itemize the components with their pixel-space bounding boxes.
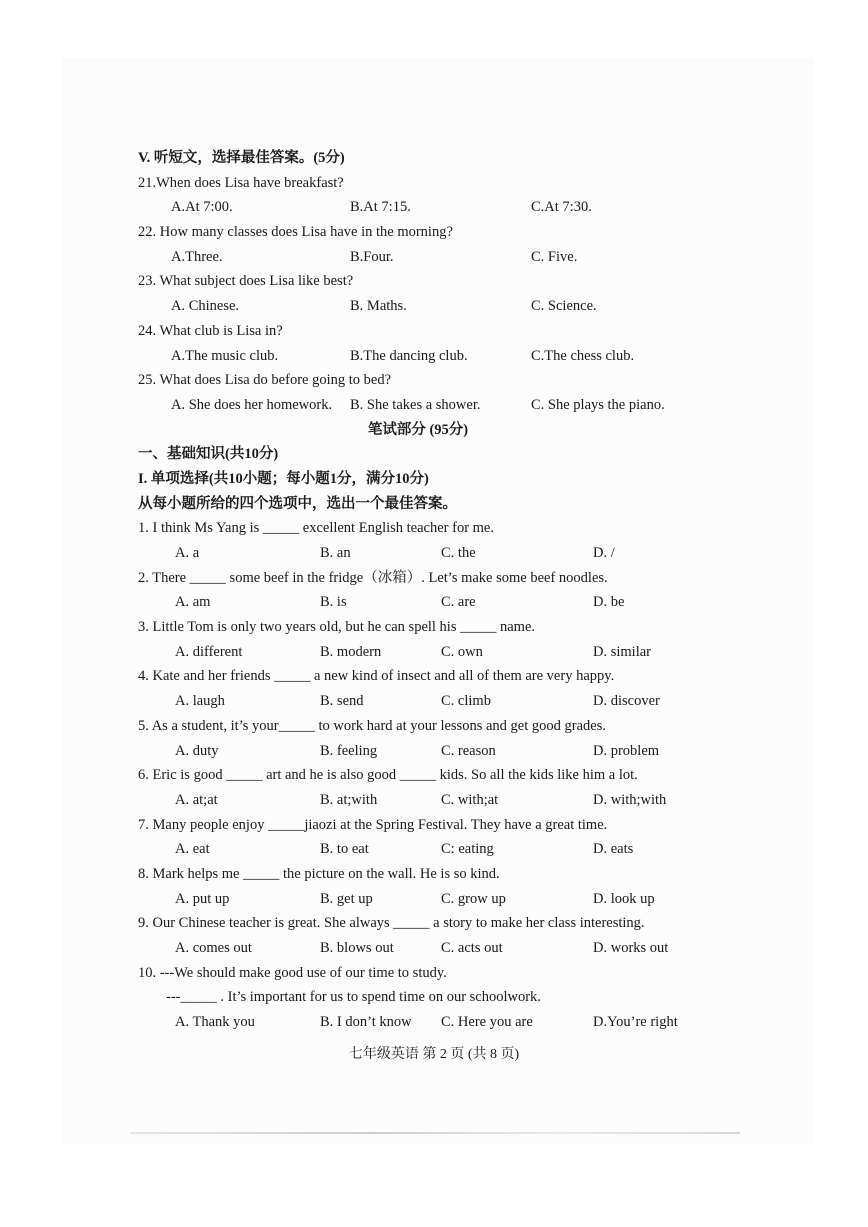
mc-question	[138, 664, 698, 713]
mc-question	[138, 763, 698, 812]
option-a: A. eat	[175, 841, 210, 858]
option-b: B. get up	[320, 890, 373, 907]
option-d: D. discover	[593, 693, 660, 710]
option-d: D. works out	[593, 940, 669, 956]
option-b: B. is	[320, 594, 347, 611]
option-c: C. Five.	[531, 248, 578, 265]
scan-artifact	[130, 1132, 740, 1134]
option-d: D.You’re right	[593, 1014, 678, 1031]
question-text: 24. What club is Lisa in?	[138, 322, 283, 339]
option-b: B.At 7:15.	[350, 199, 411, 216]
option-c: C. the	[441, 545, 476, 561]
question-text: 9. Our Chinese teacher is great. She always _____ a story to make her class interesting.	[138, 915, 645, 932]
option-a: A.Three.	[171, 248, 223, 265]
listening-question	[138, 368, 698, 417]
option-d: D. /	[593, 545, 615, 561]
mc-question	[138, 615, 698, 664]
question-text: 3. Little Tom is only two years old, but he can spell his _____ name.	[138, 619, 536, 636]
listening-question	[138, 220, 698, 269]
question-text: 5. As a student, it’s your_____ to work hard at your lessons and get good grades.	[138, 717, 606, 734]
option-c: C. reason	[441, 742, 496, 759]
question-text: 7. Many people enjoy _____jiaozi at the Spring Festival. They have a great time.	[138, 816, 608, 833]
option-c: C.The chess club.	[531, 347, 635, 364]
option-a: A. comes out	[175, 940, 252, 956]
option-c: C. acts out	[441, 940, 503, 956]
mc-question	[138, 862, 698, 911]
option-a: A. duty	[175, 742, 219, 759]
option-a: A. at;at	[175, 791, 218, 808]
part-heading: I. 单项选择(共10小题；每小题1分，满分10分)	[138, 470, 429, 487]
option-a: A.The music club.	[171, 347, 279, 364]
option-d: D. similar	[593, 643, 651, 660]
option-b: B. modern	[320, 643, 382, 660]
option-c: C. grow up	[441, 890, 506, 907]
option-c: C: eating	[441, 841, 494, 858]
listening-question	[138, 269, 698, 318]
option-d: D. with;with	[593, 791, 667, 808]
option-c: C. are	[441, 594, 476, 611]
option-d: D. look up	[593, 890, 655, 907]
option-c: C. She plays the piano.	[531, 396, 665, 413]
option-c: C. with;at	[441, 791, 499, 808]
option-b: B. Maths.	[350, 298, 407, 315]
question-text: 10. ---We should make good use of our time to study.	[138, 964, 447, 981]
page-footer: 七年级英语 第 2 页 (共 8 页)	[348, 1047, 520, 1062]
question-text: 6. Eric is good _____ art and he is also good _____ kids. So all the kids like him a lot.	[138, 767, 638, 784]
option-c: C. Here you are	[441, 1014, 533, 1031]
option-c: C.At 7:30.	[531, 199, 592, 216]
option-b: B. I don’t know	[320, 1014, 412, 1031]
mc-question	[138, 813, 698, 862]
question-text: 4. Kate and her friends _____ a new kind of insect and all of them are very happy.	[138, 668, 615, 685]
option-c: C. Science.	[531, 298, 597, 315]
option-d: D. be	[593, 594, 625, 611]
question-text: 23. What subject does Lisa like best?	[138, 273, 354, 290]
mc-question	[138, 566, 698, 615]
written-title: 笔试部分 (95分)	[367, 421, 469, 438]
option-a: A. am	[175, 594, 211, 611]
option-d: D. problem	[593, 742, 660, 759]
option-a: A. put up	[175, 890, 230, 907]
instruction: 从每小题所给的四个选项中，选出一个最佳答案。	[138, 495, 457, 512]
option-a: A. She does her homework.	[171, 396, 333, 413]
question-text: 22. How many classes does Lisa have in the morning?	[138, 224, 453, 241]
option-c: C. own	[441, 643, 483, 660]
question-reply: ---_____ . It’s important for us to spend time on our schoolwork.	[166, 989, 541, 1006]
option-b: B. feeling	[320, 742, 378, 759]
option-b: B. blows out	[320, 940, 394, 956]
option-a: A.At 7:00.	[171, 199, 233, 216]
option-a: A. a	[175, 545, 200, 561]
mc-question	[138, 516, 698, 565]
option-b: B.Four.	[350, 248, 394, 265]
mc-question	[138, 961, 698, 1035]
question-text: 8. Mark helps me _____ the picture on the wall. He is so kind.	[138, 865, 500, 882]
option-c: C. climb	[441, 693, 491, 710]
option-a: A. Chinese.	[171, 298, 240, 315]
question-text: 1. I think Ms Yang is _____ excellent English teacher for me.	[138, 520, 494, 537]
option-b: B. an	[320, 545, 351, 561]
option-b: B.The dancing club.	[350, 347, 468, 364]
mc-question	[138, 714, 698, 763]
option-d: D. eats	[593, 841, 634, 858]
option-b: B. to eat	[320, 841, 369, 858]
question-text: 21.When does Lisa have breakfast?	[138, 174, 344, 191]
mc-question	[138, 911, 698, 960]
option-b: B. at;with	[320, 791, 378, 808]
option-b: B. She takes a shower.	[350, 396, 481, 413]
option-a: A. laugh	[175, 693, 225, 710]
listening-question	[138, 319, 698, 368]
listening-heading: V. 听短文，选择最佳答案。(5分)	[138, 150, 345, 166]
exam-content	[138, 146, 698, 1035]
question-text: 25. What does Lisa do before going to bed?	[138, 372, 392, 389]
option-a: A. different	[175, 643, 243, 660]
section-heading: 一、基础知识(共10分)	[138, 446, 279, 463]
option-a: A. Thank you	[175, 1014, 255, 1031]
question-text: 2. There _____ some beef in the fridge（冰箱）. Let’s make some beef noodles.	[138, 569, 608, 586]
listening-question	[138, 171, 698, 220]
option-b: B. send	[320, 693, 364, 710]
